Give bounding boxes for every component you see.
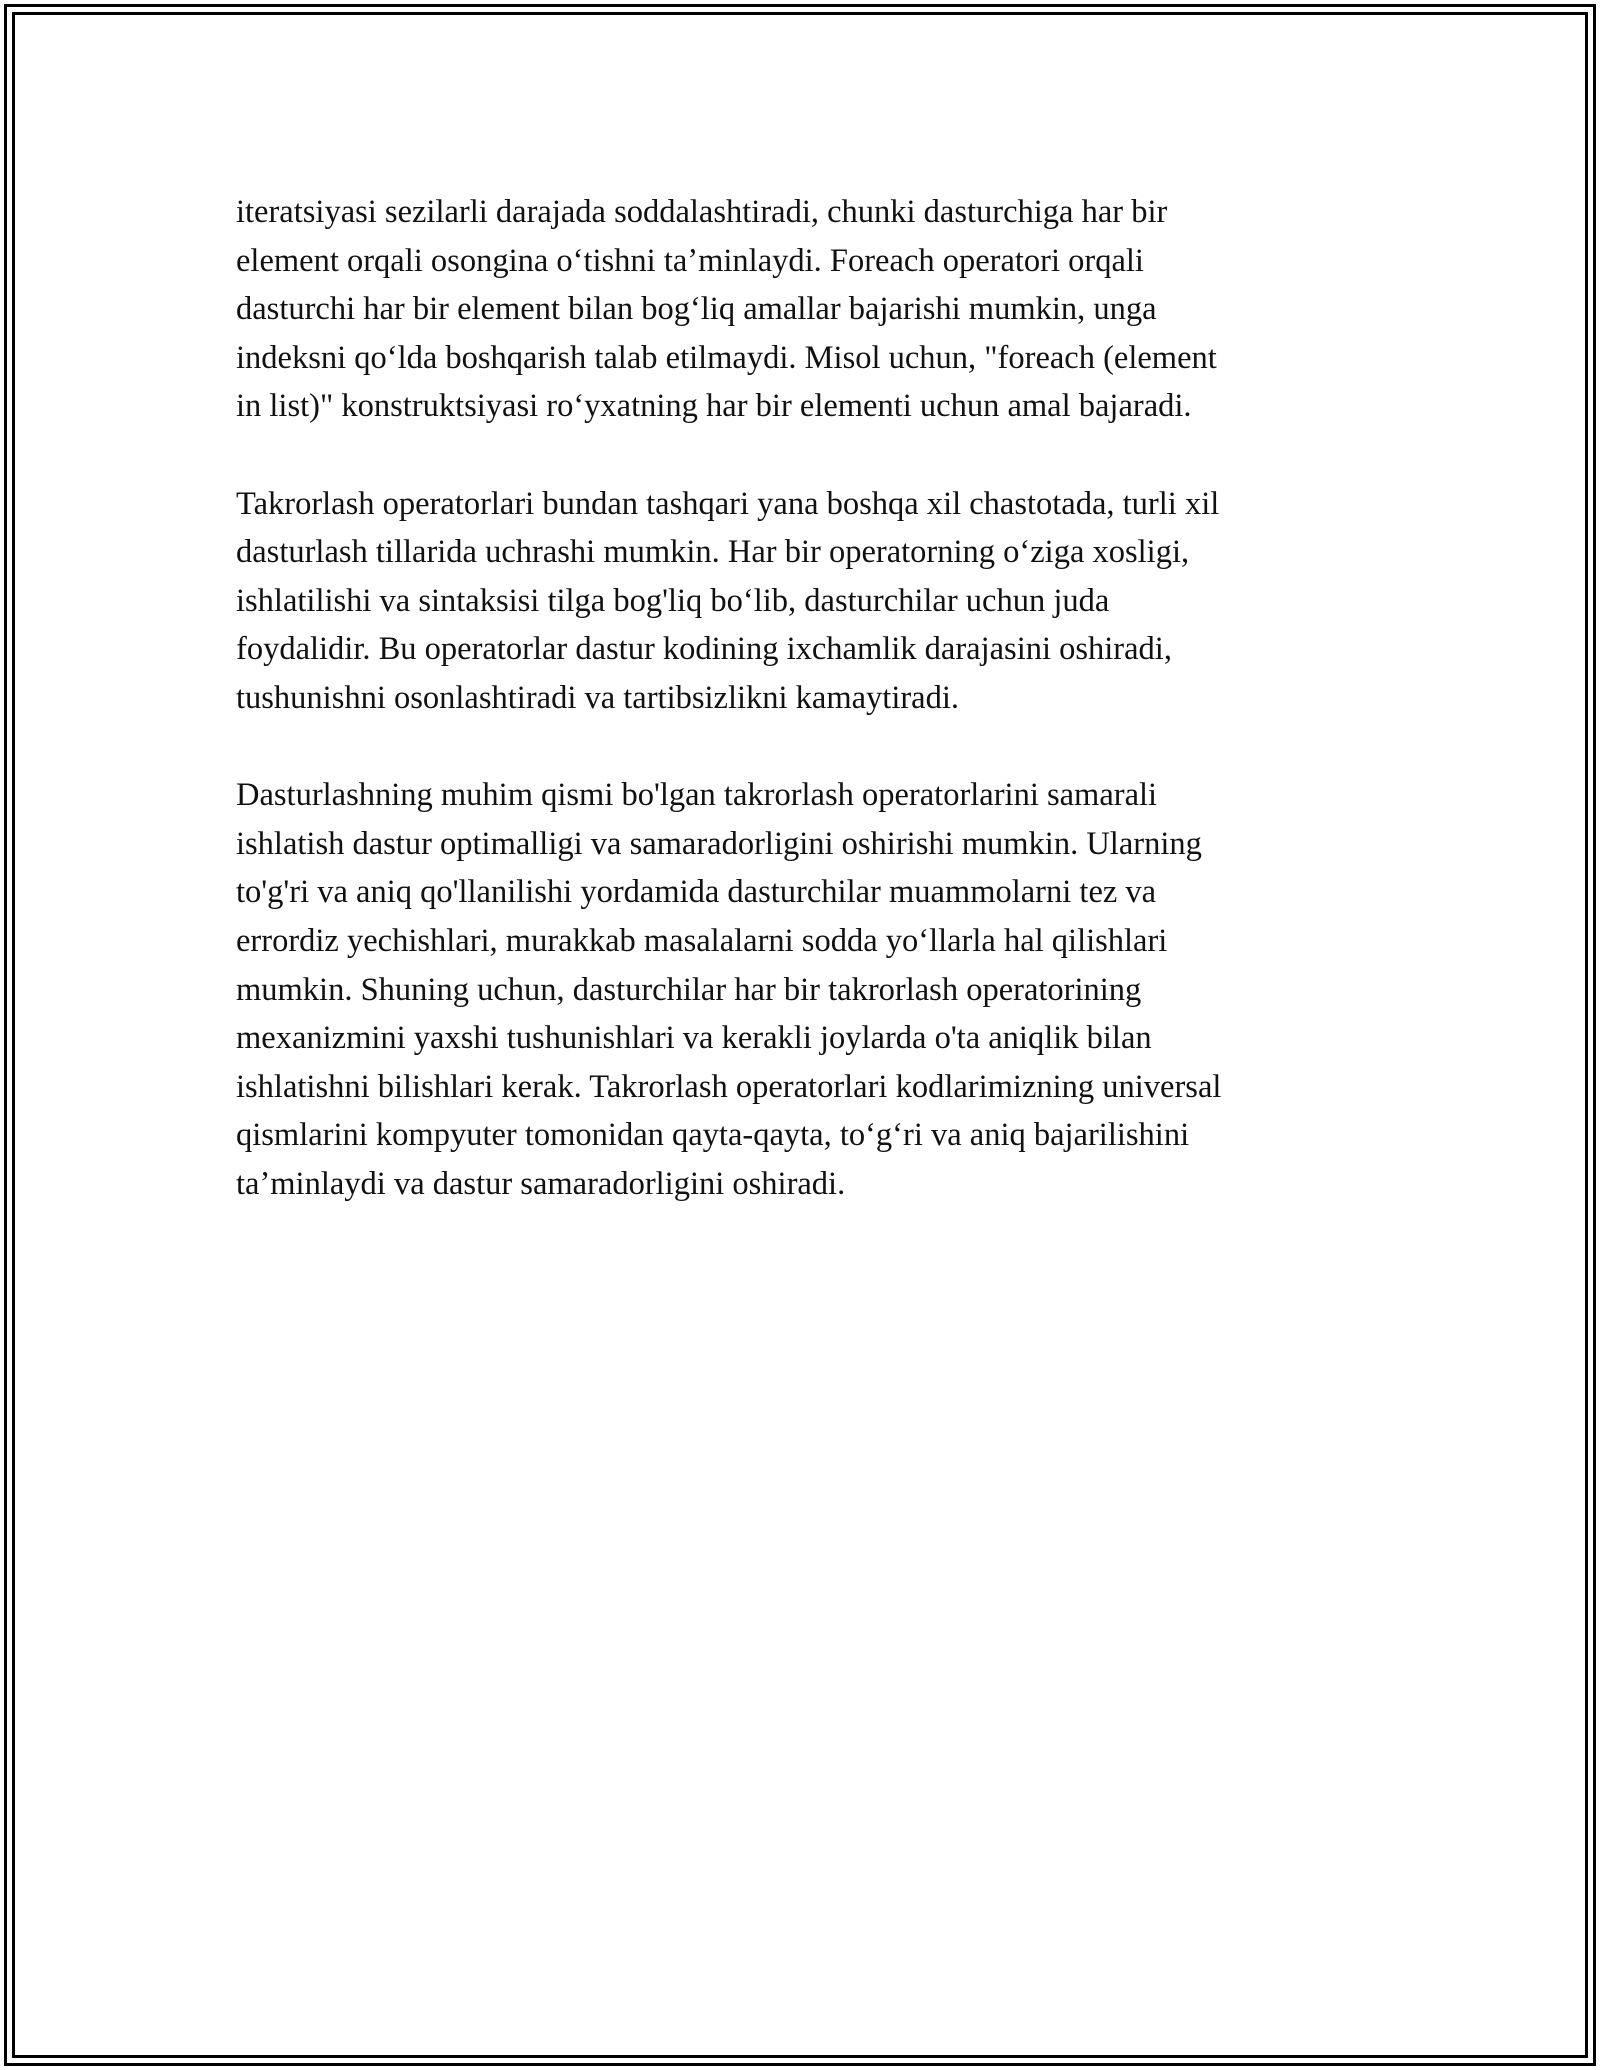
text-line: qismlarini kompyuter tomonidan qayta-qayta, toʻgʻri va aniq bajarilishini: [236, 1117, 1190, 1154]
text-line: dasturlash tillarida uchrashi mumkin. Har bir operatorning oʻziga xosligi,: [236, 534, 1190, 571]
text-line: errordiz yechishlari, murakkab masalalarni sodda yoʻllarla hal qilishlari: [236, 922, 1168, 959]
text-line: in list)" konstruktsiyasi roʻyxatning har bir elementi uchun amal bajaradi.: [236, 388, 1192, 425]
text-line: dasturchi har bir element bilan bogʻliq amallar bajarishi mumkin, unga: [236, 291, 1157, 328]
paragraph-loop-operators: [236, 480, 1356, 723]
text-line: mexanizmini yaxshi tushunishlari va kerakli joylarda o'ta aniqlik bilan: [236, 1020, 1152, 1057]
text-line: ishlatish dastur optimalligi va samaradorligini oshirishi mumkin. Ularning: [236, 825, 1202, 862]
text-line: element orqali osongina oʻtishni taʼminlaydi. Foreach operatori orqali: [236, 242, 1144, 279]
text-line: Dasturlashning muhim qismi bo'lgan takrorlash operatorlarini samarali: [236, 777, 1158, 814]
text-line: to'g'ri va aniq qo'llanilishi yordamida dasturchilar muammolarni tez va: [236, 874, 1157, 911]
text-line: ishlatilishi va sintaksisi tilga bog'liq boʻlib, dasturchilar uchun juda: [236, 582, 1110, 619]
text-line: foydalidir. Bu operatorlar dastur kodining ixchamlik darajasini oshiradi,: [236, 631, 1172, 668]
text-line: iteratsiyasi sezilarli darajada soddalashtiradi, chunki dasturchiga har bir: [236, 194, 1168, 230]
text-line: Takrorlash operatorlari bundan tashqari yana boshqa xil chastotada, turli xil: [236, 485, 1220, 522]
text-line: mumkin. Shuning uchun, dasturchilar har bir takrorlash operatorining: [236, 971, 1142, 1008]
document-body: [236, 188, 1356, 1257]
text-line: ishlatishni bilishlari kerak. Takrorlash operatorlari kodlarimizning universal: [236, 1068, 1222, 1105]
text-line: indeksni qoʻlda boshqarish talab etilmaydi. Misol uchun, "foreach (element: [236, 339, 1217, 376]
paragraph-foreach: [236, 188, 1356, 431]
text-line: taʼminlaydi va dastur samaradorligini oshiradi.: [236, 1165, 846, 1202]
text-line: tushunishni osonlashtiradi va tartibsizlikni kamaytiradi.: [236, 679, 960, 716]
paragraph-conclusion: [236, 771, 1356, 1208]
